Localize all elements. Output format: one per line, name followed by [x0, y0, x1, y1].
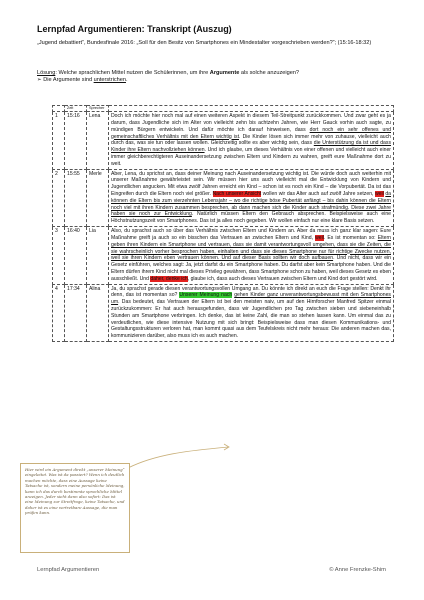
task-question: Lösung: Welche sprachlichen Mittel nutzen die Schülerinnen, um ihre Argumente als solche anzuzeigen? — [37, 70, 300, 76]
table-row — [53, 284, 394, 342]
argument-underline: gehen Kinder ganz unverantwortungsbewusst mit den Smartphones um — [111, 292, 391, 306]
table-row — [53, 227, 394, 285]
task-hint: ➢ Die Argumente sind unterstrichen. — [37, 77, 128, 84]
argument-underline: Eltern geben ihren Kindern ein Smartphone und vertrauen, dass sie damit verantwortungsvoll umgehen, dass sie die Zeiten, die sie wahrscheinlich vorher besprochen haben, einhalten und dass sie dieses Smartphone nur für richtige Zwecke nutzen, weil sie ihren Kindern eben vertrauen können. Und auf dieser Basis sollten wir doch aufbauen — [111, 234, 391, 262]
arrow-icon: ➢ — [37, 77, 42, 84]
row-number: 3 — [53, 227, 65, 285]
task-block — [37, 70, 397, 85]
marker-highlight-red: daher, denke ich — [150, 275, 188, 282]
argument-underline: da können die Eltern bis zum vierzehnten Lebensjahr – wo die richtige böse Pubertät anfängt – bis dahin können die Eltern noch viel mit ihren Kindern zusammen besprechen, ab dann machen sich die Kinder auch strafmündig. Diese zwei Jahre haben sie noch zur Entwicklung — [111, 191, 392, 218]
row-number: 2 — [53, 169, 65, 227]
header-cell-time: Zeit — [65, 106, 87, 112]
row-time: 17:34 — [65, 284, 87, 342]
row-time: 15:16 — [65, 112, 87, 170]
table-row — [53, 112, 394, 170]
intro-text: „Jugend debattiert“, Bundesfinale 2016: „Soll für den Besitz von Smartphones ein Mindestalter vorgeschrieben werden?“; (15:16-18:32) — [37, 40, 372, 46]
page-title: Lernpfad Argumentieren: Transkript (Auszug) — [37, 24, 232, 34]
row-speaker: Lena — [87, 112, 109, 170]
argument-underline: dort noch ein sehr offenes und gemeinschaftliches Verhältnis mit den Eltern wichtig ist — [111, 126, 391, 140]
row-text: Also, du sprachst auch so über das Verhältnis zwischen Eltern und Kindern an. Aber da muss ich ganz klar sagen: Eure Maßnahme greift ja auch so ein bisschen das Vertrauen an zwischen Eltern und Kind, weil. Es ist momentan so: Eltern geben ihren Kindern ein Smartphone und vertrauen, dass sie damit verantwortungsvoll umgehen, dass sie die Zeiten, die sie wahrscheinlich vorher besprochen haben, einhalten und dass sie dieses Smartphone nur für richtige Zwecke nutzen, weil sie ihren Kindern eben vertrauen können. Und auf dieser Basis sollten wir doch aufbauen. Und nicht, dass wir ein Gesetz einführen, welches sagt: Ja, jetzt darfst du ein Smartphone haben. Du darfst aber kein Smartphone haben. Und die Eltern dürfen ihrem Kind nicht mal dieses Privileg gewähren, dass Smartphone schon zu haben, weil dieses Gesetz es eben ausschließt. Und daher, denke ich, glaube ich, dass auch dieses Vertrauen zwischen Eltern und Kind dort gestört wird. — [109, 227, 394, 285]
footer-left: Lernpfad Argumentieren — [37, 567, 100, 573]
marker-highlight-green: Unserer Meinung nach — [179, 292, 233, 299]
marker-highlight-red: weil — [375, 191, 384, 198]
row-speaker: Lia — [87, 227, 109, 285]
marker-highlight-red: Nach unserer Ansicht — [212, 191, 262, 198]
row-time: 15:55 — [65, 169, 87, 227]
row-speaker: Merle — [87, 169, 109, 227]
marker-highlight-red: weil — [315, 234, 324, 241]
row-time: 16:40 — [65, 227, 87, 285]
transcript-table — [52, 105, 394, 342]
row-speaker: Alina — [87, 284, 109, 342]
table-row — [53, 169, 394, 227]
argument-underline: die Unterstützung da ist und dass Kinder ihre Eltern nachvollziehen können — [111, 140, 391, 154]
row-text: Ja, du sprachst gerade diesen verantwortungsvollen Umgang an. Du könnte ich direkt an euch die Frage stellen: Denkt ihr denn, das ist momentan so? Unserer Meinung nach gehen Kinder ganz unverantwortungsbewusst mit den Smartphones um. Das bedeutet, das Vertrauen der Eltern ist bei den meisten naiv, um auf den Hirnforscher Manfred Spitzer einmal zurückzukommen: Er hat auch herausgefunden, dass wir Jugendlichen pro Tag zwischen sieben und siebeneinhalb Stunden am Smartphone verbringen. Ich denke, das ist keine Zahl, die man so stehen lassen kann. Um einmal das zu verdeutlichen, wie diese intensive Nutzung mit sich bringt: Beispielsweise dass man diesen Kommunikations- und Gestaltungsstrukturen verloren hat, man kommt quasi aus dem Teufelskreis nicht mehr heraus: Die anderen machen das, kommunizieren darüber, also muss ich es auch machen. — [109, 284, 394, 342]
teacher-comment-note: Hier wird ein Argument direkt „unserer Meinung“ eingeleitet. Was ist da passiert? Wenn ich deutlich machen möchte, dass eine Aussage keine Tatsache ist, sondern meine persönliche Meinung, kann ich das durch bestimmte sprachliche Mittel anzeigen. Jeder sieht dann also sofort: Das ist eine Meinung zur Streitfrage, keine Tatsache, und daher ist es eine vertretbare Aussage, die man prüfen kann. — [20, 463, 130, 553]
row-number: 4 — [53, 284, 65, 342]
footer-copyright: © Anne Frenzke-Shim — [329, 567, 386, 573]
task-hint-underline: unterstrichen — [93, 77, 126, 84]
header-cell-speaker: Sprecher — [87, 106, 109, 112]
row-text: Doch ich möchte hier noch mal auf einen weiteren Aspekt in diesem Teil-Streitpunkt zurückkommen. Und zwar geht es ja darum, dass Jugendliche sich im Alter von vielleicht zehn bis achtzehn Jahren, wie Herr Gauck vorhin auch sagte, zu mündigen Bürgern entwickeln. Und dafür möchte ich darauf hinweisen, dass dort noch ein sehr offenes und gemeinschaftliches Verhältnis mit den Eltern wichtig ist. Die Kinder lösen sich immer mehr von zuhause, vielleicht auch durch das, was sie tun oder lassen wollen. Gleichzeitig sollte es aber wichtig sein, dass die Unterstützung da ist und dass Kinder ihre Eltern nachvollziehen können. Und ich glaube, um dieses Verhältnis von einer offenen und vielleicht auch einer immer gleichberechtigteren Auseinandersetzung zwischen Eltern und Kindern zu wahren, greift eure Maßnahme dort zu weit. — [109, 112, 394, 170]
task-keyword: Argumente — [209, 70, 240, 76]
task-label: Lösung — [37, 70, 56, 76]
row-text: Aber, Lena, du sprichst an, dass deiner Meinung nach Auseinandersetzung wichtig ist. Die würde doch auch weiterhin mit unserer Maßnahme gewährleistet sein. Wir müssen hier uns auch vielleicht mal die Entwicklung von Kindern und Jugendlichen angucken. Mit etwa zwölf Jahren erreicht ein Kind – schon ist es noch ein Kind – die Vorpubertät. Da ist das Eingreifen durch die Eltern noch viel größer. Nach unserer Ansicht wollen wir das Alter auch auf zwölf Jahre setzen, weil da können die Eltern bis zum vierzehnten Lebensjahr – wo die richtige böse Pubertät anfängt – bis dahin können die Eltern noch viel mit ihren Kindern zusammen besprechen, ab dann machen sich die Kinder auch strafmündig. Diese zwei Jahre haben sie noch zur Entwicklung. Natürlich müssen Eltern den Gebrauch absprechen. Beispielsweise auch eine Höchstnutzungszeit von Smartphones. Das ist ja alles noch gegeben. Wir wollen einfach nur eine klare Basis setzen. — [109, 169, 394, 227]
row-number: 1 — [53, 112, 65, 170]
